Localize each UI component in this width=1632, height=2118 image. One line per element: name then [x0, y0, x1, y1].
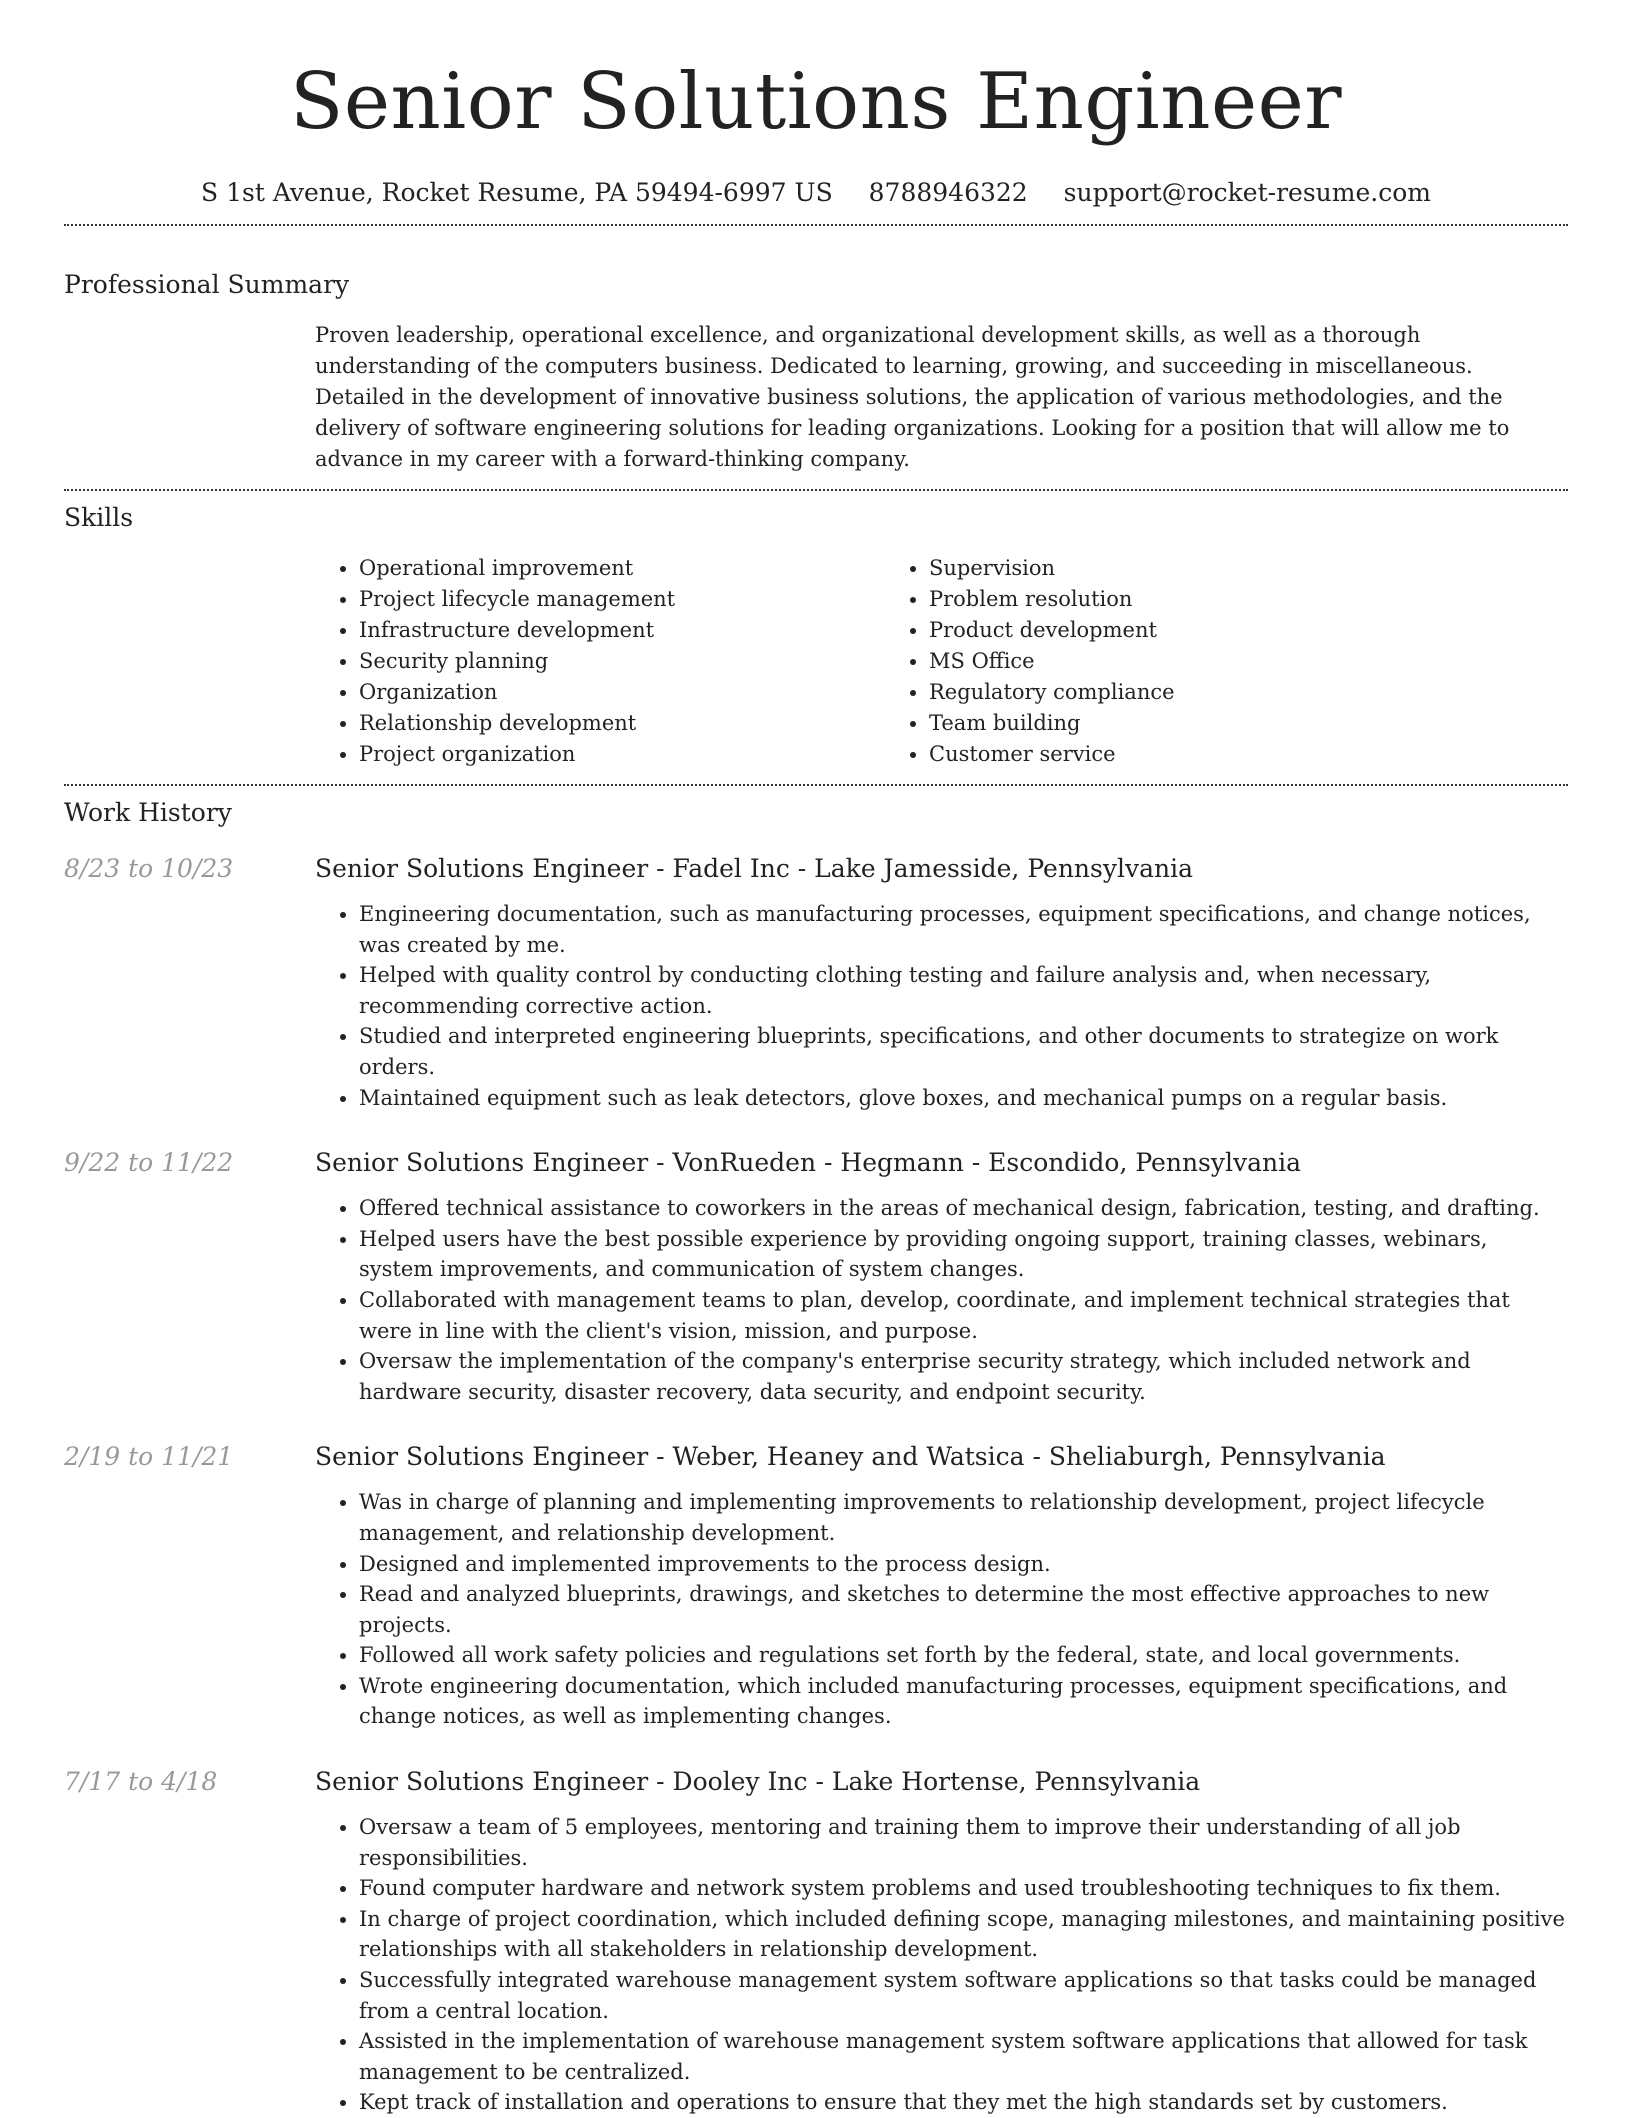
summary-heading: Professional Summary	[64, 270, 350, 299]
skill-item: • Customer service	[929, 739, 1455, 770]
job-bullet: • Designed and implemented improvements to the process design.	[359, 1549, 1568, 1580]
skill-item: • Organization	[359, 677, 885, 708]
skill-item: • Problem resolution	[929, 584, 1455, 615]
section-divider	[64, 489, 1568, 491]
job-bullet: • Maintained equipment such as leak detectors, glove boxes, and mechanical pumps on a regular basis.	[359, 1083, 1568, 1114]
skill-item: • Infrastructure development	[359, 615, 885, 646]
contact-phone: 8788946322	[868, 178, 1028, 207]
job-entry	[64, 1146, 1568, 1407]
skill-item: • Project lifecycle management	[359, 584, 885, 615]
job-bullets	[315, 1812, 1568, 2118]
job-bullet: • Was in charge of planning and implementing improvements to relationship development, project lifecycle management, and relationship development.	[359, 1487, 1568, 1548]
summary-text: Proven leadership, operational excellence, and organizational development skills, as well as a thorough understanding of the computers business. Dedicated to learning, growing, and succeeding in miscellaneous. Detailed in the development of innovative business solutions, the application of various methodologies, and the delivery of software engineering solutions for leading organizations. Looking for a position that will allow me to advance in my career with a forward-thinking company.	[315, 323, 1510, 471]
job-date: 9/22 to 11/22	[64, 1148, 234, 1178]
job-date: 8/23 to 10/23	[64, 854, 234, 883]
skill-item: • Product development	[929, 615, 1455, 646]
skill-item: • Team building	[929, 708, 1455, 739]
section-divider	[64, 784, 1568, 786]
resume-header	[64, 0, 1568, 210]
skill-item: • Security planning	[359, 646, 885, 677]
job-bullet: • Kept track of installation and operations to ensure that they met the high standards set by customers.	[359, 2087, 1568, 2118]
skills-grid	[315, 553, 1568, 770]
job-bullet: • Successfully integrated warehouse management system software applications so that tasks could be managed from a central location.	[359, 1965, 1568, 2026]
job-details	[315, 1146, 1568, 1407]
skill-item: • Supervision	[929, 553, 1455, 584]
skill-item: • MS Office	[929, 646, 1455, 677]
job-bullet: • Followed all work safety policies and regulations set forth by the federal, state, and local governments.	[359, 1640, 1568, 1671]
job-bullet: • Studied and interpreted engineering blueprints, specifications, and other documents to strategize on work orders.	[359, 1021, 1568, 1082]
job-bullet: • Collaborated with management teams to plan, develop, coordinate, and implement technical strategies that were in line with the client's vision, mission, and purpose.	[359, 1285, 1568, 1346]
job-heading: Senior Solutions Engineer - Dooley Inc - Lake Hortense, Pennsylvania	[315, 1767, 1201, 1797]
job-bullet: • Oversaw the implementation of the company's enterprise security strategy, which included network and hardware security, disaster recovery, data security, and endpoint security.	[359, 1346, 1568, 1407]
job-bullet: • Offered technical assistance to coworkers in the areas of mechanical design, fabrication, testing, and drafting.	[359, 1193, 1568, 1224]
skills-heading: Skills	[64, 503, 134, 532]
contact-email: support@rocket-resume.com	[1063, 178, 1431, 207]
job-details	[315, 1440, 1568, 1732]
job-heading: Senior Solutions Engineer - VonRueden - Hegmann - Escondido, Pennsylvania	[315, 1148, 1302, 1178]
skills-section	[64, 501, 1568, 770]
job-entry	[64, 852, 1568, 1113]
job-heading: Senior Solutions Engineer - Fadel Inc - Lake Jamesside, Pennsylvania	[315, 854, 1194, 883]
work-history-section	[64, 796, 1568, 2118]
job-bullets	[315, 1487, 1568, 1732]
skill-item: • Regulatory compliance	[929, 677, 1455, 708]
skill-item: • Project organization	[359, 739, 885, 770]
job-bullet: • Oversaw a team of 5 employees, mentoring and training them to improve their understanding of all job responsibilities.	[359, 1812, 1568, 1873]
work-history-heading: Work History	[64, 798, 232, 827]
job-bullet: • Read and analyzed blueprints, drawings, and sketches to determine the most effective approaches to new projects.	[359, 1579, 1568, 1640]
job-entry	[64, 1765, 1568, 2118]
job-details	[315, 1765, 1568, 2118]
contact-line	[64, 176, 1568, 210]
job-details	[315, 852, 1568, 1113]
summary-section	[64, 268, 1568, 475]
skill-item: • Relationship development	[359, 708, 885, 739]
job-bullet: • Assisted in the implementation of warehouse management system software applications that allowed for task management to be centralized.	[359, 2026, 1568, 2087]
job-bullet: • Helped users have the best possible experience by providing ongoing support, training classes, webinars, system improvements, and communication of system changes.	[359, 1224, 1568, 1285]
job-entry	[64, 1440, 1568, 1732]
skills-list-right	[885, 553, 1455, 770]
section-divider	[64, 224, 1568, 226]
skill-item: • Operational improvement	[359, 553, 885, 584]
job-bullet: • Wrote engineering documentation, which included manufacturing processes, equipment specifications, and change notices, as well as implementing changes.	[359, 1671, 1568, 1732]
candidate-name: Senior Solutions Engineer	[289, 57, 1343, 147]
job-date: 2/19 to 11/21	[64, 1442, 234, 1472]
skills-list-left	[315, 553, 885, 770]
job-bullets	[315, 1193, 1568, 1407]
job-heading: Senior Solutions Engineer - Weber, Heaney and Watsica - Sheliaburgh, Pennsylvania	[315, 1442, 1386, 1472]
job-bullet: • Helped with quality control by conducting clothing testing and failure analysis and, when necessary, recommending corrective action.	[359, 960, 1568, 1021]
job-date: 7/17 to 4/18	[64, 1767, 218, 1797]
job-bullets	[315, 899, 1568, 1113]
contact-address: S 1st Avenue, Rocket Resume, PA 59494-6997 US	[201, 178, 833, 207]
job-bullet: • In charge of project coordination, which included defining scope, managing milestones, and maintaining positive relationships with all stakeholders in relationship development.	[359, 1904, 1568, 1965]
job-bullet: • Found computer hardware and network system problems and used troubleshooting techniques to fix them.	[359, 1873, 1568, 1904]
job-bullet: • Engineering documentation, such as manufacturing processes, equipment specifications, and change notices, was created by me.	[359, 899, 1568, 960]
